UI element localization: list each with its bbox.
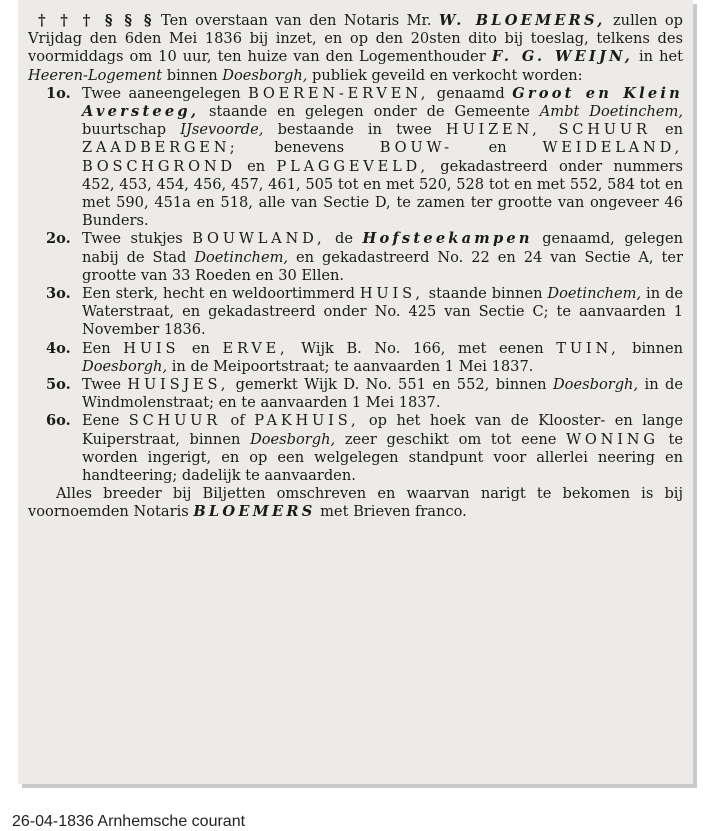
lot-emphasis: BOEREN-ERVEN, [248,84,430,102]
lot-list [28,85,683,485]
host-name: F. G. WEIJN, [491,48,633,66]
lot-text: zeer geschikt om tot eene [335,430,567,448]
lot-text: op het hoek van de Klooster- en lange Kuiperstraat, binnen [82,412,684,448]
closing-paragraph [28,485,683,521]
lot-text: binnen [619,339,684,357]
lot-text: Een sterk, hecht en weldoortimmerd [82,285,360,303]
lot-item [28,340,683,376]
lot-emphasis: Doetinchem, [194,248,289,266]
lot-item [28,85,683,231]
town-name: Doesborgh, [222,66,308,84]
lot-text: benevens [238,139,380,157]
lot-text: gemerkt Wijk D. No. 551 en 552, binnen [229,376,553,394]
notary-name: W. BLOEMERS, [438,12,606,29]
lot-emphasis: WEIDELAND, BOSCHGROND [82,139,683,175]
lot-item [28,376,683,412]
lot-emphasis: HUIS, [359,285,424,303]
lot-text: te worden ingerigt, en op een welgelegen standpunt voor allerlei neering en handteering; dadelijk te aanvaarden. [82,430,684,485]
lot-text: of [221,412,255,430]
lot-text: en gekadastreerd No. 22 en 24 van Sectie A, ter grootte van 33 Roeden en 30 Ellen. [82,248,683,284]
lot-item [28,285,683,340]
lot-text: Twee aaneengelegen [82,84,249,102]
lot-emphasis: Doesborgh, [82,357,168,375]
closing-end: met Brieven franco. [320,503,467,521]
lot-text: en [179,339,223,357]
intro-end: publiek geveild en verkocht worden: [312,66,583,84]
lot-emphasis: Groot en Klein Aversteeg, [82,84,683,121]
lot-text: Twee stukjes [82,230,193,248]
inn-name: Heeren-Logement [28,66,163,84]
lot-emphasis: Doesborgh, [552,376,639,394]
lot-text: de [325,230,363,248]
lot-emphasis: ERVE, [222,339,289,357]
newspaper-clipping [18,0,693,784]
lot-text: in de Waterstraat, en gekadastreerd onder No. 425 van Sectie C; te aanvaarden 1 November 1836. [82,285,683,339]
lot-text: buurtschap [82,121,181,139]
lot-text: Een [82,339,124,357]
lot-text: genaamd [429,84,513,102]
lot-emphasis: HUIS [123,339,180,357]
lot-text: Eene [82,412,129,430]
lot-text: en [235,157,277,175]
advertisement-text [28,12,683,522]
lot-text: en [650,121,683,139]
intro-paragraph [28,12,683,85]
lot-number: 6o. [46,412,71,430]
caption: 26-04-1836 Arnhemsche courant [12,813,246,830]
lot-emphasis: ZAADBERGEN; [82,139,239,157]
lot-text: genaamd, gelegen nabij de Stad [82,230,683,266]
lot-number: 5o. [46,376,71,394]
lot-text: en [452,139,543,157]
lot-item [28,230,683,285]
dagger-marks: † † † § § § [38,12,154,29]
lot-text: Wijk B. No. 166, met eenen [288,339,557,357]
lot-text: staande binnen [423,285,548,303]
lot-text: in de Windmolenstraat; en te aanvaarden 1 Mei 1837. [82,376,684,412]
lot-number: 4o. [46,339,71,357]
intro-within: binnen [166,66,218,84]
lot-number: 3o. [46,285,71,303]
lot-number: 1o. [46,84,71,102]
intro-in-the: in het [639,48,683,66]
lot-number: 2o. [46,230,71,248]
lot-item [28,412,683,485]
lot-emphasis: WONING [566,430,659,448]
closing-text: Alles breeder bij Biljetten omschreven en waarvan narigt te bekomen is bij voornoemden Notaris [28,485,683,521]
lot-text: bestaande in twee [263,121,446,139]
lot-emphasis: HUIZEN, SCHUUR [445,121,651,139]
lot-emphasis: BOUW- [379,139,453,157]
lot-emphasis: IJsevoorde, [180,121,264,139]
lot-emphasis: HUISJES, [127,376,230,394]
lot-emphasis: BOUWLAND, [192,230,326,248]
lot-emphasis: Doesborgh, [250,430,336,448]
lot-text: gekadastreerd onder nummers 452, 453, 454, 456, 457, 461, 505 tot en met 520, 528 tot en met 552, 584 tot en met 590, 451a en 518, alle van Sectie D, te zamen ter grootte van ongeveer 46 Bunders. [82,157,683,230]
lot-emphasis: PAKHUIS, [254,412,360,430]
intro-text: Ten overstaan van den Notaris Mr. [161,12,432,29]
lot-emphasis: Ambt Doetinchem, [539,103,684,121]
lot-emphasis: Hofsteekampen [362,230,533,248]
lot-text: Twee [82,376,128,394]
closing-notary-name: BLOEMERS [193,503,316,521]
lot-emphasis: SCHUUR [128,412,222,430]
lot-emphasis: Doetinchem, [547,285,642,303]
lot-emphasis: PLAGGEVELD, [276,157,429,175]
lot-emphasis: TUIN, [556,339,620,357]
lot-text: staande en gelegen onder de Gemeente [199,103,540,121]
intro-auction-dates: zullen op Vrijdag den 6den Mei 1836 bij inzet, en op den 20sten dito bij toeslag, telkens des voormiddags om 10 uur, ten huize van den Logementhouder [28,12,684,66]
lot-text: in de Meipoortstraat; te aanvaarden 1 Mei 1837. [167,357,534,375]
